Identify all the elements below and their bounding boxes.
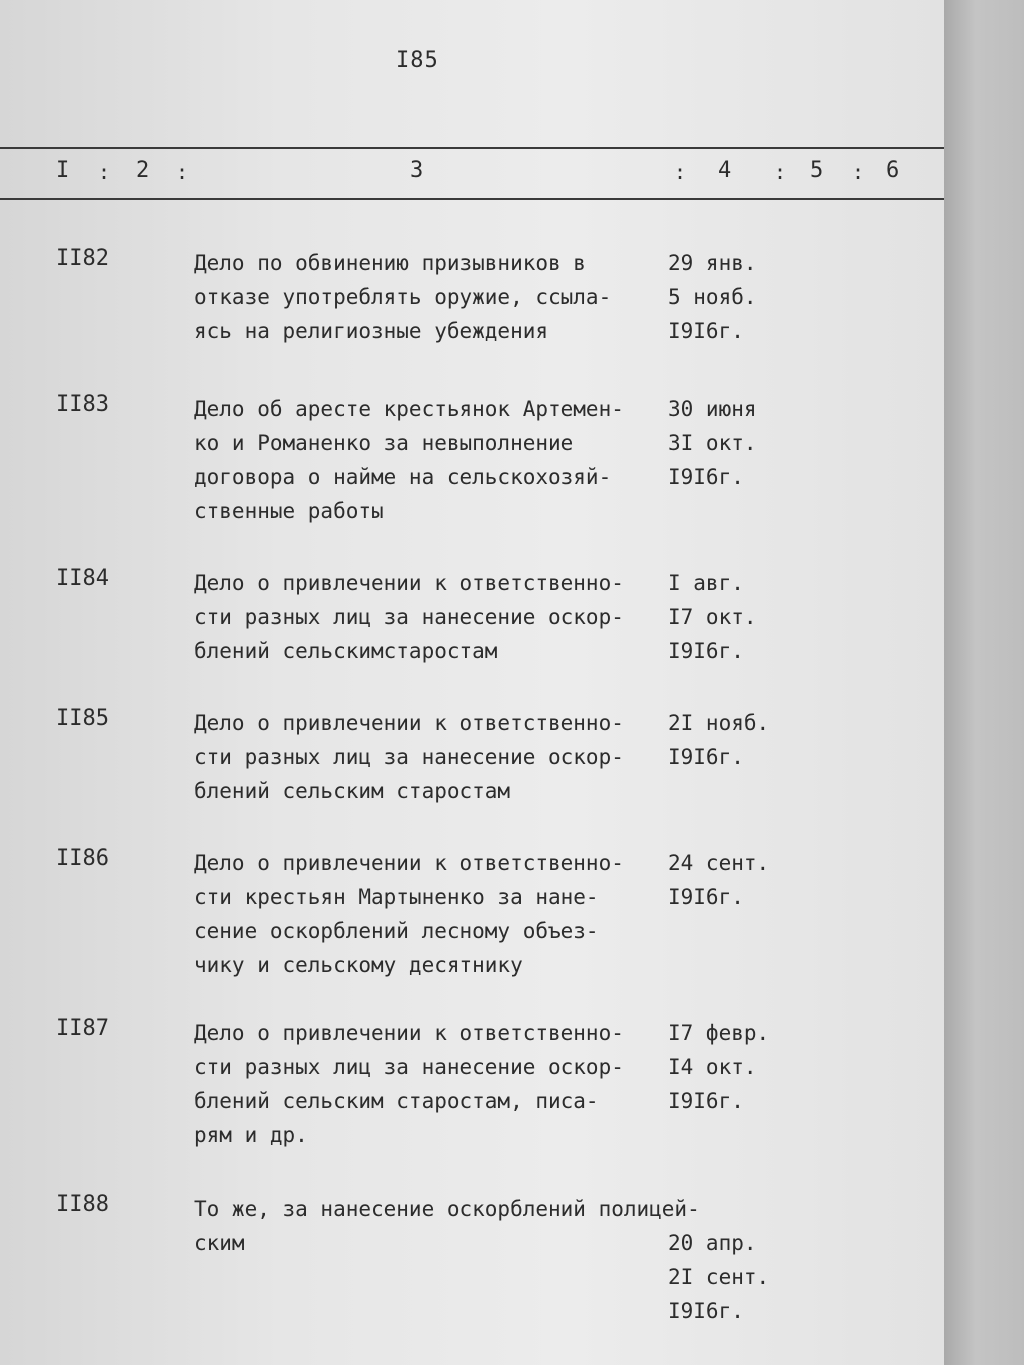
entry-date: 30 июня [668, 397, 757, 421]
entry-title: Дело о привлечении к ответственно- сти крестьян Мартыненко за нане- сение оскорблений лесному объез- чику и сельскому десятнику [194, 851, 624, 977]
entry-date: I9I6г. [668, 745, 744, 769]
entry-date: 20 апр. [668, 1231, 757, 1255]
column-header-3: 3 [410, 158, 424, 183]
entry-date: I9I6г. [668, 465, 744, 489]
entry-number: II85 [56, 706, 109, 731]
entry-dates [668, 706, 788, 774]
entry-date: I4 окт. [668, 1055, 757, 1079]
entry-dates [668, 1016, 788, 1118]
column-header-5: 5 [810, 158, 824, 183]
entry-date: I9I6г. [668, 1299, 744, 1323]
entry-number: II87 [56, 1016, 109, 1041]
header-top-rule [0, 147, 944, 149]
entry-date: 2I сент. [668, 1265, 770, 1289]
column-separator: : [774, 160, 787, 184]
column-header-6: 6 [886, 158, 900, 183]
entry-date: 3I окт. [668, 431, 757, 455]
entry-date: I9I6г. [668, 639, 744, 663]
column-header-2: 2 [136, 158, 150, 183]
entry-title: Дело о привлечении к ответственно- сти разных лиц за нанесение оскор- блений сельскимстаростам [194, 571, 624, 663]
page-edge-shadow [944, 0, 1024, 1365]
page-number: I85 [396, 48, 439, 73]
entry-title: Дело об аресте крестьянок Артемен- ко и Романенко за невыполнение договора о найме на сельскохозяй- ственные работы [194, 397, 624, 523]
entry-title: Дело о привлечении к ответственно- сти разных лиц за нанесение оскор- блений сельским старостам [194, 711, 624, 803]
entry-date: I9I6г. [668, 1089, 744, 1113]
column-header-1: I [56, 158, 70, 183]
entry-date: 24 сент. [668, 851, 770, 875]
entry-date: 2I нояб. [668, 711, 770, 735]
entry-number: II88 [56, 1192, 109, 1217]
entry-number: II82 [56, 246, 109, 271]
entry-date: 29 янв. [668, 251, 757, 275]
entry-date: 5 нояб. [668, 285, 757, 309]
entry-title: То же, за нанесение оскорблений полицей- ским [194, 1197, 700, 1255]
entry-date: I9I6г. [668, 885, 744, 909]
header-bottom-rule [0, 198, 944, 200]
entry-dates [668, 392, 788, 494]
entry-number: II84 [56, 566, 109, 591]
column-separator: : [674, 160, 687, 184]
entry-number: II83 [56, 392, 109, 417]
entry-title: Дело по обвинению призывников в отказе употреблять оружие, ссыла- ясь на религиозные убеждения [194, 251, 612, 343]
column-separator: : [176, 160, 189, 184]
column-separator: : [852, 160, 865, 184]
entry-date: I авг. [668, 571, 744, 595]
column-header-4: 4 [718, 158, 732, 183]
entry-date: I7 февр. [668, 1021, 770, 1045]
entry-dates [668, 846, 788, 914]
entry-dates [668, 566, 788, 668]
entry-date: I7 окт. [668, 605, 757, 629]
entry-number: II86 [56, 846, 109, 871]
entry-date: I9I6г. [668, 319, 744, 343]
entry-title: Дело о привлечении к ответственно- сти разных лиц за нанесение оскор- блений сельским старостам, писа- рям и др. [194, 1021, 624, 1147]
entry-dates [668, 1226, 788, 1328]
column-separator: : [98, 160, 111, 184]
entry-dates [668, 246, 788, 348]
